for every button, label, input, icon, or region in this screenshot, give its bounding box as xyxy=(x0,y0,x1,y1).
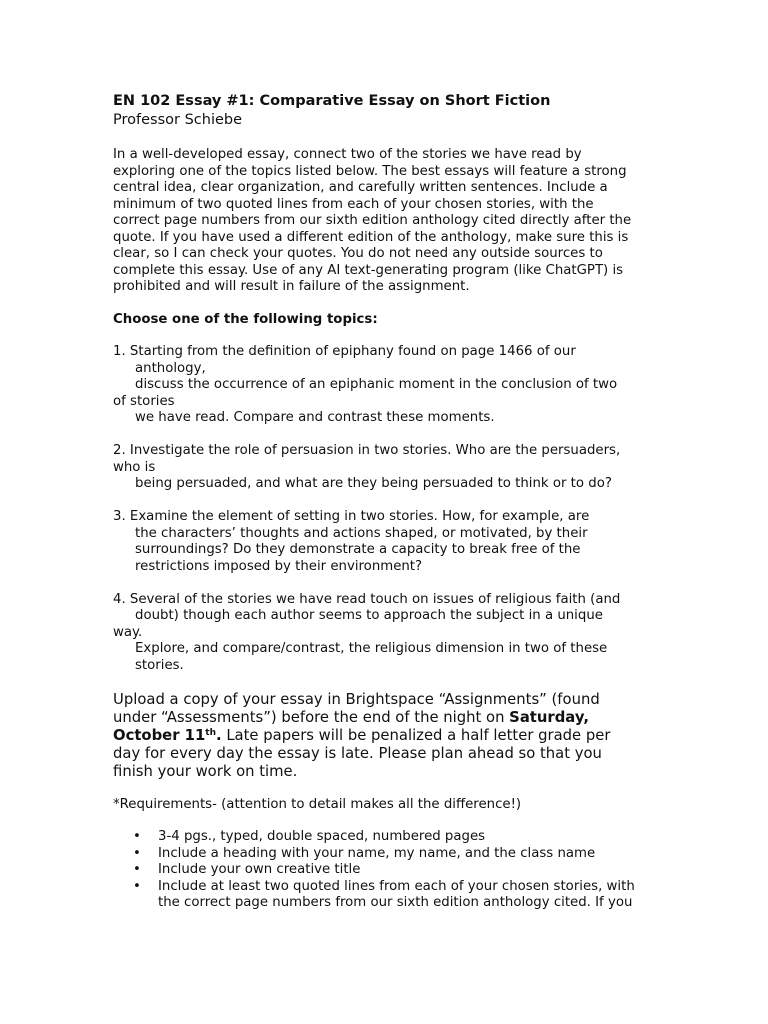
bullet-icon: • xyxy=(133,862,141,877)
bullet-icon: • xyxy=(133,878,141,894)
list-item-continuation xyxy=(113,895,673,912)
topic-item-4 xyxy=(113,592,673,675)
topic-line: surroundings? Do they demonstrate a capacity to break free of the xyxy=(135,542,581,557)
intro-line: quote. If you have used a different edition of the anthology, make sure this is xyxy=(113,229,629,245)
topic-item-2 xyxy=(113,443,673,493)
list-item xyxy=(113,846,673,863)
topic-line: we have read. Compare and contrast these moments. xyxy=(135,410,495,425)
requirement-text: Include a heading with your name, my name, and the class name xyxy=(158,845,596,861)
page-title: EN 102 Essay #1: Comparative Essay on Short Fiction xyxy=(113,93,551,109)
upload-line: day for every day the essay is late. Please plan ahead so that you xyxy=(113,744,602,762)
upload-line: finish your work on time. xyxy=(113,762,298,780)
upload-line xyxy=(113,727,673,745)
topic-line: anthology, xyxy=(135,360,206,376)
topic-line: who is xyxy=(113,459,156,475)
topic-line: discuss the occurrence of an epiphanic moment in the conclusion of two xyxy=(135,377,618,392)
upload-text: under “Assessments”) before the end of the night on xyxy=(113,708,510,726)
requirements-heading: *Requirements- (attention to detail makes all the difference!) xyxy=(113,796,522,812)
topic-line: way. xyxy=(113,624,143,640)
intro-line: exploring one of the topics listed below. The best essays will feature a strong xyxy=(113,163,627,179)
topic-line: 3. Examine the element of setting in two stories. How, for example, are xyxy=(113,509,590,524)
requirement-text: the correct page numbers from our sixth edition anthology cited. If you xyxy=(158,895,633,910)
due-date-suffix: th xyxy=(205,727,216,738)
intro-line: complete this essay. Use of any AI text-generating program (like ChatGPT) is xyxy=(113,262,624,278)
due-date: October 11 xyxy=(113,726,206,744)
topics-heading: Choose one of the following topics: xyxy=(113,311,378,327)
topic-item-1 xyxy=(113,344,673,427)
upload-line: Upload a copy of your essay in Brightspace “Assignments” (found xyxy=(113,690,600,708)
bullet-icon: • xyxy=(133,829,141,844)
topic-line: stories. xyxy=(135,657,184,673)
due-day: Saturday, xyxy=(509,708,589,726)
topic-line: doubt) though each author seems to approach the subject in a unique xyxy=(135,608,603,623)
requirement-text: 3-4 pgs., typed, double spaced, numbered pages xyxy=(158,829,486,844)
requirement-text: Include your own creative title xyxy=(158,862,361,877)
intro-line: prohibited and will result in failure of the assignment. xyxy=(113,279,470,294)
intro-line: correct page numbers from our sixth edition anthology cited directly after the xyxy=(113,213,632,228)
document-page xyxy=(113,92,673,912)
requirements-list xyxy=(113,829,673,912)
topic-line: of stories xyxy=(113,393,175,409)
upload-instructions xyxy=(113,691,673,781)
intro-line: In a well-developed essay, connect two of the stories we have read by xyxy=(113,147,582,162)
bullet-icon: • xyxy=(133,845,141,861)
topic-line: 4. Several of the stories we have read touch on issues of religious faith (and xyxy=(113,591,621,607)
professor-name: Professor Schiebe xyxy=(113,112,243,128)
due-date-period: . xyxy=(215,726,222,744)
intro-line: central idea, clear organization, and carefully written sentences. Include a xyxy=(113,180,608,195)
requirement-text: Include at least two quoted lines from each of your chosen stories, with xyxy=(158,878,635,894)
topic-line: the characters’ thoughts and actions shaped, or motivated, by their xyxy=(135,525,588,541)
list-item xyxy=(113,879,673,896)
upload-text: Late papers will be penalized a half letter grade per xyxy=(221,726,611,744)
topic-line: being persuaded, and what are they being persuaded to think or to do? xyxy=(135,476,612,491)
list-item xyxy=(113,862,673,879)
topic-item-3 xyxy=(113,509,673,575)
topic-line: 1. Starting from the definition of epiphany found on page 1466 of our xyxy=(113,344,576,359)
intro-paragraph xyxy=(113,147,673,296)
intro-line: clear, so I can check your quotes. You do not need any outside sources to xyxy=(113,246,603,261)
topic-line: Explore, and compare/contrast, the religious dimension in two of these xyxy=(135,641,608,656)
upload-line xyxy=(113,709,673,727)
topic-line: restrictions imposed by their environment? xyxy=(135,558,423,574)
list-item xyxy=(113,829,673,846)
intro-line: minimum of two quoted lines from each of your chosen stories, with the xyxy=(113,196,594,212)
topic-line: 2. Investigate the role of persuasion in two stories. Who are the persuaders, xyxy=(113,443,621,458)
